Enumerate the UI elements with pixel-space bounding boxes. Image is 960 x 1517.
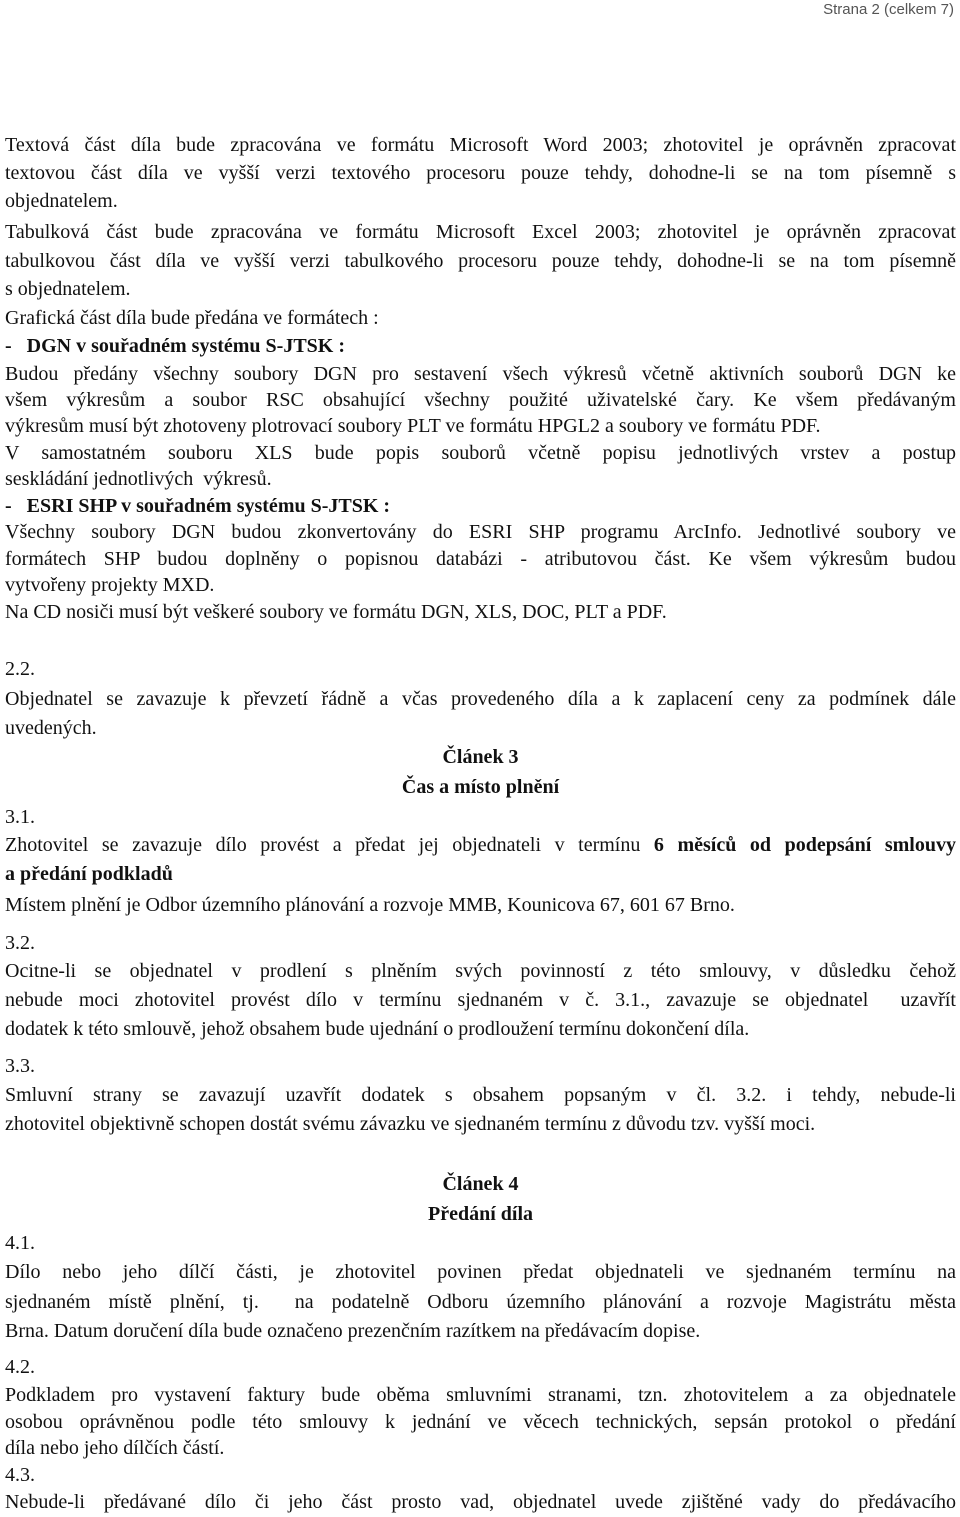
paragraph-line: osobou oprávněnou podle této smlouvy k jednání ve věcech technických, sepsán protokol o předání <box>5 1411 956 1433</box>
section-number: 4.1. <box>5 1232 35 1254</box>
paragraph-line: zhotovitel objektivně schopen dostát svému závazku ve sjednaném termínu z důvodu tzv. vyšší moci. <box>5 1113 816 1135</box>
paragraph-line: textovou část díla ve vyšší verzi textového procesoru pouze tehdy, dohodne-li se na tom písemně s <box>5 162 956 184</box>
paragraph-line: sjednaném místě plnění, tj. na podatelně Odboru územního plánování a rozvoje Magistrátu města <box>5 1291 956 1313</box>
paragraph-line: Grafická část díla bude předána ve formátech : <box>5 307 379 329</box>
paragraph-line: Nebude-li předávané dílo či jeho část prosto vad, objednatel uvede zjištěné vady do předávacího <box>5 1491 956 1513</box>
deadline-emphasis: 6 měsíců od podepsání smlouvy <box>653 834 956 856</box>
deadline-emphasis: a předání podkladů <box>5 863 173 885</box>
paragraph-line: seskládání jednotlivých výkresů. <box>5 468 272 490</box>
paragraph-line: Místem plnění je Odbor územního plánování a rozvoje MMB, Kounicova 67, 601 67 Brno. <box>5 894 735 916</box>
section-number: 3.1. <box>5 806 35 828</box>
paragraph-line <box>5 831 956 859</box>
paragraph-line: nebude moci zhotovitel provést dílo v termínu sjednaném v č. 3.1., zavazuje se objednatel uzavřít <box>5 989 956 1011</box>
paragraph-line: Budou předány všechny soubory DGN pro sestavení všech výkresů včetně aktivních souborů DGN ke <box>5 363 956 385</box>
paragraph-line: díla nebo jeho dílčích částí. <box>5 1437 225 1459</box>
paragraph-line: výkresům musí být zhotoveny plotrovací soubory PLT ve formátu HPGL2 a soubory ve formátu PDF. <box>5 415 821 437</box>
paragraph-line: V samostatném souboru XLS bude popis souborů včetně popisu jednotlivých vrstev a postup <box>5 442 956 464</box>
paragraph-text: Zhotovitel se zavazuje dílo provést a předat jej objednateli v termínu <box>5 834 654 856</box>
paragraph-line: s objednatelem. <box>5 278 131 300</box>
article-subtitle: Čas a místo plnění <box>401 776 560 798</box>
paragraph-line: Tabulková část bude zpracována ve formátu Microsoft Excel 2003; zhotovitel je oprávněn zpracovat <box>5 221 956 243</box>
paragraph-line: objednatelem. <box>5 190 118 212</box>
article-title: Článek 4 <box>442 1173 519 1195</box>
paragraph-line: Smluvní strany se zavazují uzavřít dodatek s obsahem popsaným v čl. 3.2. i tehdy, nebude-li <box>5 1084 956 1106</box>
section-number: 4.3. <box>5 1464 35 1486</box>
section-number: 3.2. <box>5 932 35 954</box>
article-subtitle: Předání díla <box>427 1203 533 1225</box>
paragraph-line: Dílo nebo jeho dílčí části, je zhotovitel povinen předat objednateli ve sjednaném termínu na <box>5 1261 956 1283</box>
paragraph-line: tabulkovou část díla ve vyšší verzi tabulkového procesoru pouze tehdy, dohodne-li se na tom písemně <box>5 250 956 272</box>
paragraph-line: Na CD nosiči musí být veškeré soubory ve formátu DGN, XLS, DOC, PLT a PDF. <box>5 601 667 623</box>
paragraph-line: všem výkresům a soubor RSC obsahující všechny použité uživatelské čary. Ke všem předávaným <box>5 389 956 411</box>
paragraph-line: vytvořeny projekty MXD. <box>5 574 215 596</box>
paragraph-line: Textová část díla bude zpracována ve formátu Microsoft Word 2003; zhotovitel je oprávněn zpracovat <box>5 134 956 156</box>
paragraph-line: uvedených. <box>5 717 97 739</box>
section-number: 2.2. <box>5 658 35 680</box>
subheading-dgn: - DGN v souřadném systému S-JTSK : <box>5 335 346 357</box>
paragraph-line: Brna. Datum doručení díla bude označeno prezenčním razítkem na předávacím dopise. <box>5 1320 701 1342</box>
paragraph-line: Ocitne-li se objednatel v prodlení s plněním svých povinností z této smlouvy, v důsledku čehož <box>5 960 956 982</box>
article-title: Článek 3 <box>442 746 519 768</box>
paragraph-line: Všechny soubory DGN budou zkonvertovány do ESRI SHP programu ArcInfo. Jednotlivé soubory ve <box>5 521 956 543</box>
page-number-header: Strana 2 (celkem 7) <box>823 1 954 18</box>
section-number: 3.3. <box>5 1055 35 1077</box>
subheading-shp: - ESRI SHP v souřadném systému S-JTSK : <box>5 495 391 517</box>
paragraph-line: formátech SHP budou doplněny o popisnou databázi - atributovou část. Ke všem výkresům budou <box>5 548 956 570</box>
paragraph-line: Objednatel se zavazuje k převzetí řádně a včas provedeného díla a k zaplacení ceny za podmínek dále <box>5 688 956 710</box>
paragraph-line: dodatek k této smlouvě, jehož obsahem bude ujednání o prodloužení termínu dokončení díla. <box>5 1018 750 1040</box>
paragraph-line: Podkladem pro vystavení faktury bude oběma smluvními stranami, tzn. zhotovitelem a za objednatele <box>5 1384 956 1406</box>
section-number: 4.2. <box>5 1356 35 1378</box>
